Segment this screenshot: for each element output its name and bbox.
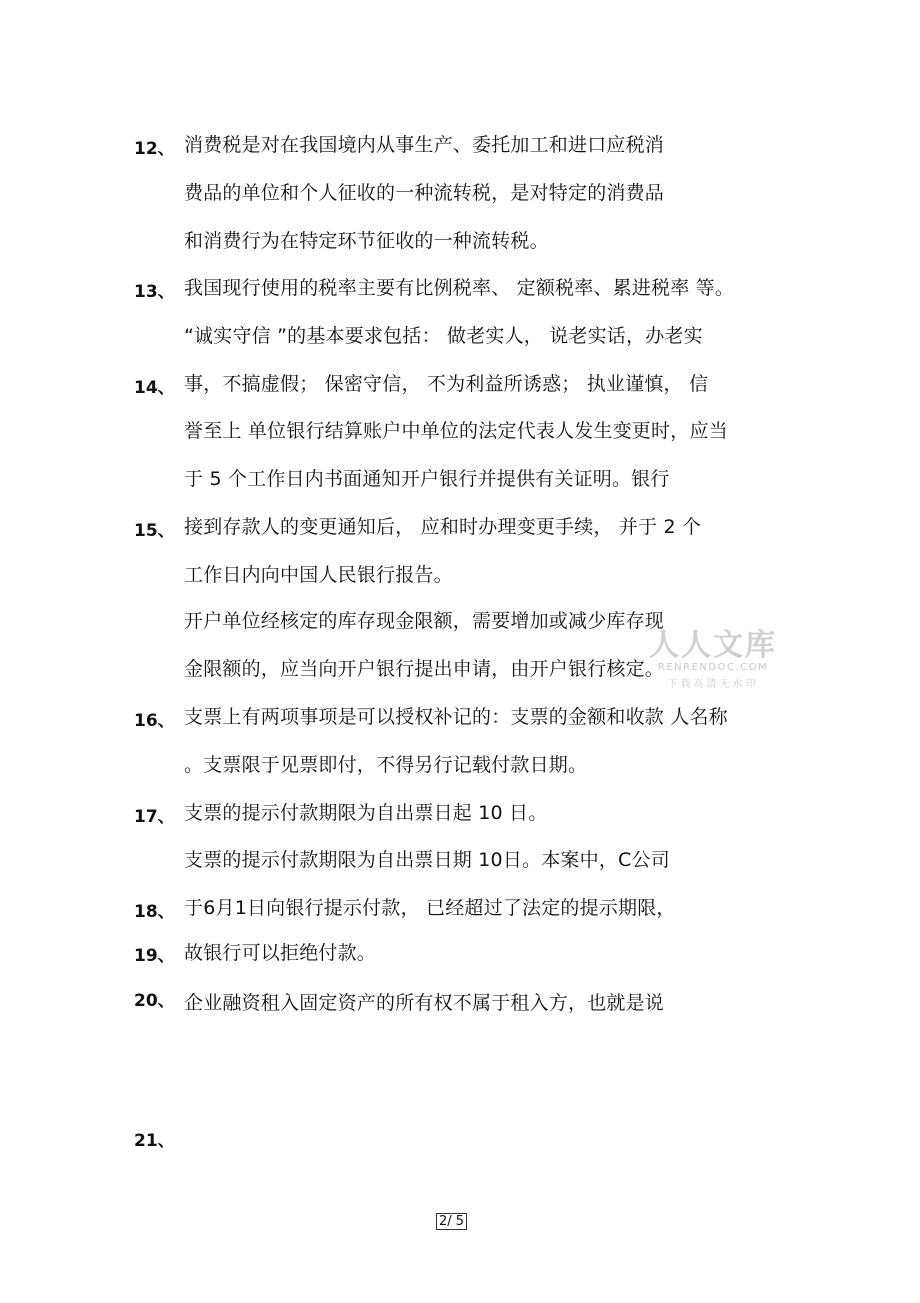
watermark-domain: RENRENDOC.COM [657, 662, 769, 673]
item-number-17: 17、 [134, 807, 175, 827]
item-number-18: 18、 [134, 902, 175, 922]
item-13-line-1: 我国现行使用的税率主要有比例税率、 定额税率、累进税率 等。 [184, 277, 735, 299]
item-number-14: 14、 [134, 378, 175, 398]
item-number-12: 12、 [134, 139, 175, 159]
watermark-logo [648, 620, 778, 690]
item-17-line-1: 支票的提示付款期限为自出票日起 10 日。 [184, 802, 548, 824]
item-19-line-1: 故银行可以拒绝付款。 [184, 942, 377, 964]
item-12-line-3: 和消费行为在特定环节征收的一种流转税。 [184, 230, 549, 252]
item-15-line-2: 工作日内向中国人民银行报告。 [184, 564, 453, 586]
item-20-line-1: 企业融资租入固定资产的所有权不属于租入方，也就是说 [184, 992, 665, 1014]
item-13-line-2: “诚实守信 ”的基本要求包括： 做老实人， 说老实话，办老实 [184, 325, 703, 347]
item-17-line-2: 支票的提示付款期限为自出票日期 10日。本案中，C公司 [184, 849, 670, 871]
item-14-line-1: 事，不搞虚假； 保密守信， 不为利益所诱惑； 执业谨慎， 信 [184, 373, 709, 395]
item-number-15: 15、 [134, 521, 175, 541]
item-number-20: 20、 [134, 991, 175, 1011]
item-14-line-2: 誉至上 单位银行结算账户中单位的法定代表人发生变更时，应当 [184, 420, 728, 442]
item-12-line-2: 费品的单位和个人征收的一种流转税，是对特定的消费品 [184, 182, 665, 204]
item-15-line-3: 开户单位经核定的库存现金限额，需要增加或减少库存现 [184, 610, 665, 632]
item-number-13: 13、 [134, 282, 175, 302]
item-12-line-1: 消费税是对在我国境内从事生产、委托加工和进口应税消 [184, 134, 665, 156]
item-number-16: 16、 [134, 711, 175, 731]
page-number: 2/ 5 [436, 1213, 467, 1230]
item-18-line-1: 于6月1日向银行提示付款， 已经超过了法定的提示期限， [184, 897, 676, 919]
watermark-title: 人人文库 [649, 628, 777, 663]
watermark-slogan: 下载高清无水印 [667, 679, 759, 690]
item-16-line-1: 支票上有两项事项是可以授权补记的：支票的金额和收款 人名称 [184, 706, 728, 728]
item-number-21: 21、 [134, 1131, 175, 1151]
item-15-line-4: 金限额的，应当向开户银行提出申请，由开户银行核定。 [184, 658, 665, 680]
item-14-line-3: 于 5 个工作日内书面通知开户银行并提供有关证明。银行 [184, 468, 670, 490]
item-15-line-1: 接到存款人的变更通知后， 应和时办理变更手续， 并于 2 个 [184, 516, 702, 538]
item-number-19: 19、 [134, 946, 175, 966]
item-16-line-2: 。支票限于见票即付，不得另行记载付款日期。 [184, 754, 588, 776]
